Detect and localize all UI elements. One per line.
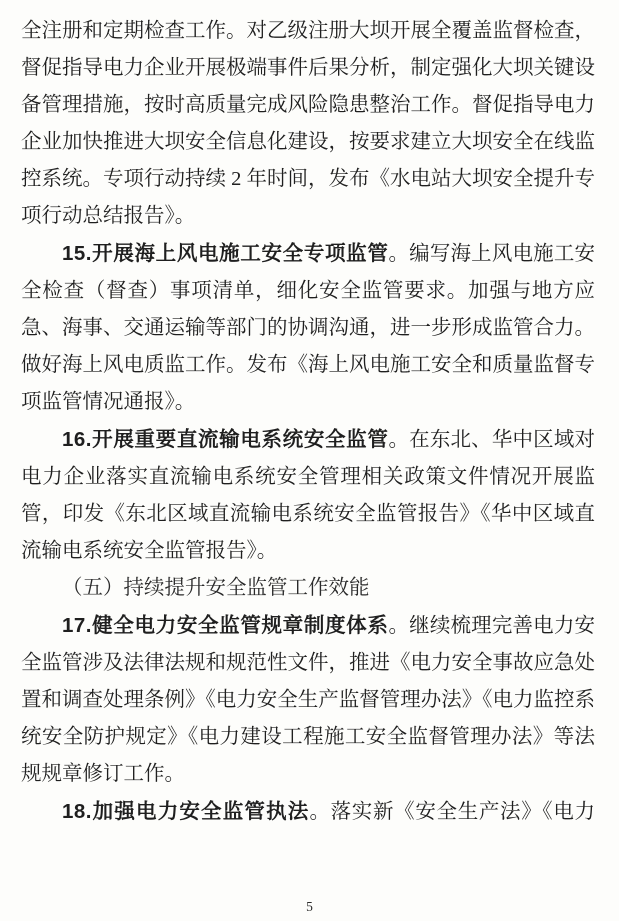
item-17-body-text: 。继续梳理完善电力安全监管涉及法律法规和规范性文件，推进《电力安全事故应急处置和调查处理条例》《电力安全生产监督管理办法》《电力监控系统安全防护规定》《电力建设工程施工安全监督管理办法》等法规规章修订工作。	[21, 615, 595, 785]
paragraph-item-16	[21, 421, 595, 570]
page-number: 5	[306, 899, 313, 914]
item-16-body-text: 。在东北、华中区域对电力企业落实直流输电系统安全管理相关政策文件情况开展监管，印发《东北区域直流输电系统安全监管报告》《华中区域直流输电系统安全监管报告》。	[21, 429, 595, 562]
paragraph-item-18	[21, 793, 595, 831]
item-16-lead-heading: 16.开展重要直流输电系统安全监管	[62, 428, 389, 451]
section-heading-5	[21, 570, 595, 607]
paragraph-item-15	[21, 235, 595, 421]
item-15-lead-heading: 15.开展海上风电施工安全专项监管	[62, 242, 389, 265]
item-15-body-text: 。编写海上风电施工安全检查（督查）事项清单，细化安全监管要求。加强与地方应急、海事、交通运输等部门的协调沟通，进一步形成监管合力。做好海上风电质监工作。发布《海上风电施工安全和质量监督专项监管情况通报》。	[21, 243, 595, 413]
item-18-body-text: 。落实新《安全生产法》《电力	[309, 801, 596, 823]
paragraph-continuation-text: 全注册和定期检查工作。对乙级注册大坝开展全覆盖监督检查，督促指导电力企业开展极端事件后果分析，制定强化大坝关键设备管理措施，按时高质量完成风险隐患整治工作。督促指导电力企业加快推进大坝安全信息化建设，按要求建立大坝安全在线监控系统。专项行动持续 2 年时间，发布《水电站大坝安全提升专项行动总结报告》。	[21, 20, 595, 227]
paragraph-item-17	[21, 607, 595, 793]
item-17-lead-heading: 17.健全电力安全监管规章制度体系	[62, 614, 389, 637]
paragraph-continuation	[21, 13, 595, 235]
item-18-lead-heading: 18.加强电力安全监管执法	[62, 800, 310, 823]
section-heading-5-text: （五）持续提升安全监管工作效能	[62, 577, 370, 599]
